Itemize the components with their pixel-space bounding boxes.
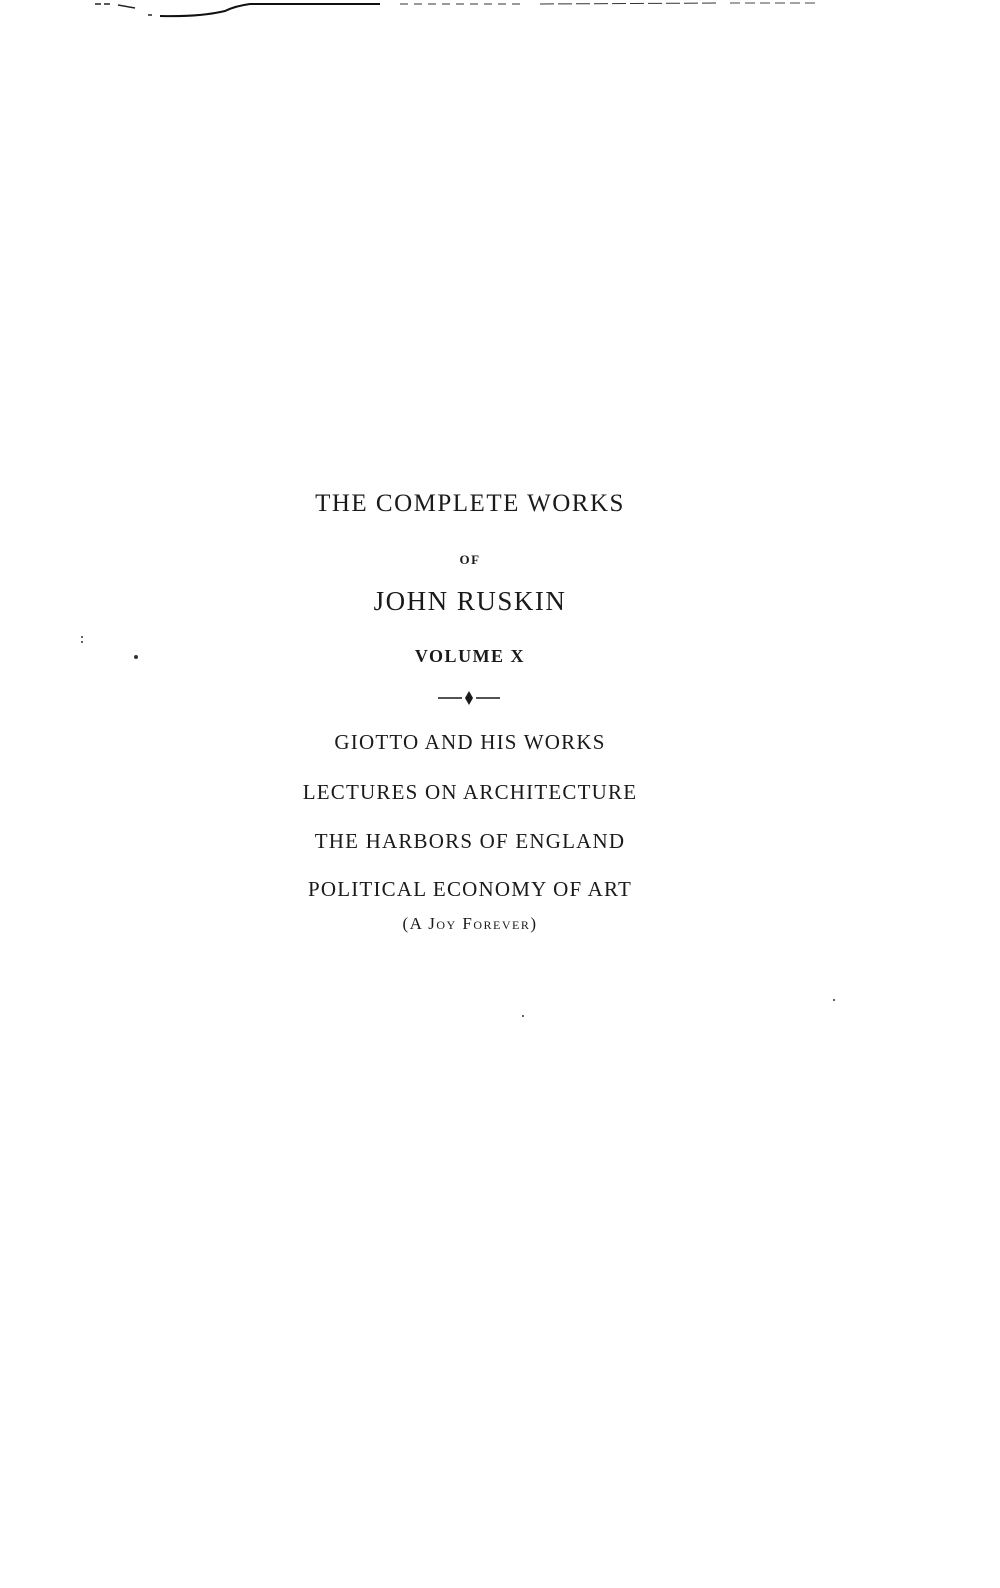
series-title: THE COMPLETE WORKS — [315, 490, 625, 517]
alternate-title: (A Joy Forever) — [402, 914, 538, 933]
volume-number: VOLUME X — [414, 646, 526, 666]
contents-item: LECTURES ON ARCHITECTURE — [302, 780, 638, 804]
scan-speck — [81, 641, 83, 643]
contents-item: GIOTTO AND HIS WORKS — [334, 730, 606, 754]
author-name: JOHN RUSKIN — [373, 586, 567, 616]
title-connector: OF — [459, 552, 481, 567]
diamond-rule-icon — [436, 688, 502, 708]
scan-speck — [833, 999, 835, 1001]
contents-item: THE HARBORS OF ENGLAND — [314, 829, 626, 853]
scan-speck — [522, 1015, 524, 1017]
scan-speck — [81, 636, 83, 638]
scan-edge-artifact — [0, 0, 1000, 24]
contents-item: POLITICAL ECONOMY OF ART — [307, 877, 633, 901]
